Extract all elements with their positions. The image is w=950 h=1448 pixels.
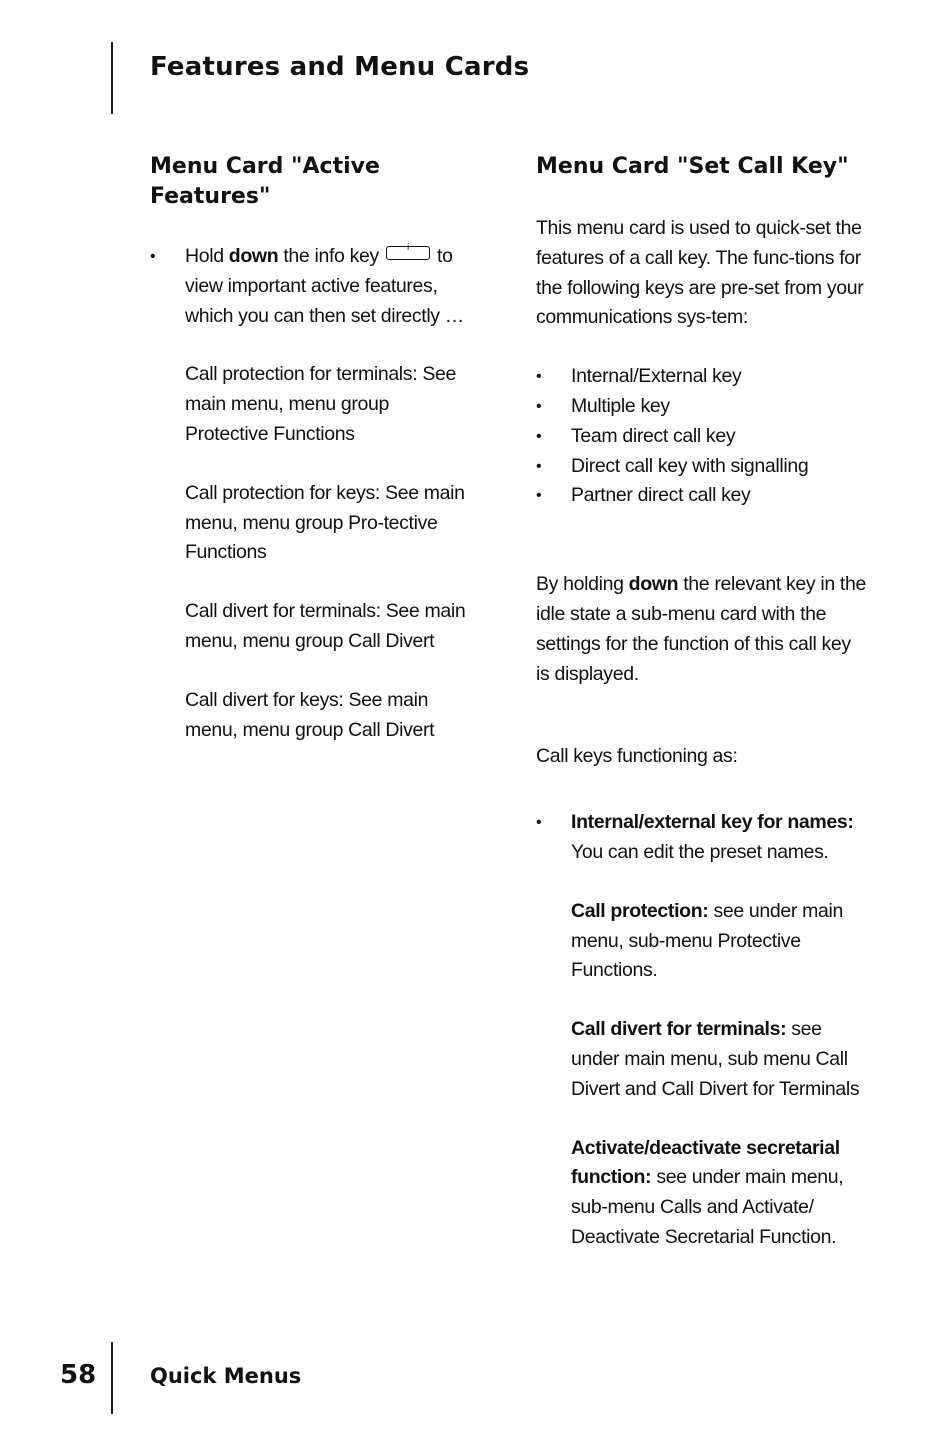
list-item: • Internal/External key bbox=[536, 362, 866, 392]
active-features-list bbox=[150, 242, 470, 331]
list-item: • Internal/external key for names: You can edit the preset names. bbox=[536, 808, 866, 868]
list-item: • Multiple key bbox=[536, 392, 866, 422]
page-number: 58 bbox=[60, 1360, 97, 1390]
preset-keys-list bbox=[536, 362, 866, 511]
detail-call-protection-terminals: Call protection for terminals: See main menu, menu group Protective Functions bbox=[185, 363, 456, 445]
left-column bbox=[150, 152, 470, 745]
footer-section-title: Quick Menus bbox=[150, 1364, 302, 1388]
detail-call-protection-keys: Call protection for keys: See main menu, menu group Pro-tective Functions bbox=[185, 481, 465, 564]
set-call-key-intro: This menu card is used to quick-set the features of a call key. The func-tions for the following keys are pre-set from your communications sys-tem: bbox=[536, 217, 864, 329]
list-item: • Hold down the info key i to view important active features, which you can then set directly … bbox=[150, 242, 470, 331]
call-keys-list bbox=[536, 808, 866, 868]
list-item: • Team direct call key bbox=[536, 422, 866, 452]
detail-call-protection: Call protection: see under main menu, sub-menu Protective Functions. bbox=[571, 899, 843, 982]
footer-rule bbox=[111, 1342, 113, 1414]
list-item: • Direct call key with signalling bbox=[536, 452, 866, 482]
call-keys-label: Call keys functioning as: bbox=[536, 745, 738, 768]
set-call-key-heading: Menu Card "Set Call Key" bbox=[536, 154, 849, 179]
list-item: • Partner direct call key bbox=[536, 481, 866, 511]
right-column bbox=[536, 152, 866, 1253]
info-key-icon bbox=[386, 246, 430, 260]
detail-secretarial-function: Activate/deactivate secretarial function: see under main menu, sub-menu Calls and Activate/ Deactivate Secretarial Function. bbox=[571, 1136, 844, 1248]
call-keys-details bbox=[571, 897, 866, 1253]
holding-down-paragraph: By holding down the relevant key in the idle state a sub-menu card with the settings for the function of this call key is displayed. bbox=[536, 573, 866, 685]
detail-call-divert-terminals: Call divert for terminals: See main menu, menu group Call Divert bbox=[185, 600, 466, 652]
detail-call-divert-terminals: Call divert for terminals: see under main menu, sub menu Call Divert and Call Divert for Terminals bbox=[571, 1018, 860, 1100]
header-rule bbox=[111, 42, 113, 114]
detail-call-divert-keys: Call divert for keys: See main menu, menu group Call Divert bbox=[185, 688, 435, 741]
active-features-heading: Menu Card "Active Features" bbox=[150, 154, 380, 209]
page-header-title: Features and Menu Cards bbox=[150, 52, 530, 82]
active-features-details bbox=[185, 360, 470, 745]
